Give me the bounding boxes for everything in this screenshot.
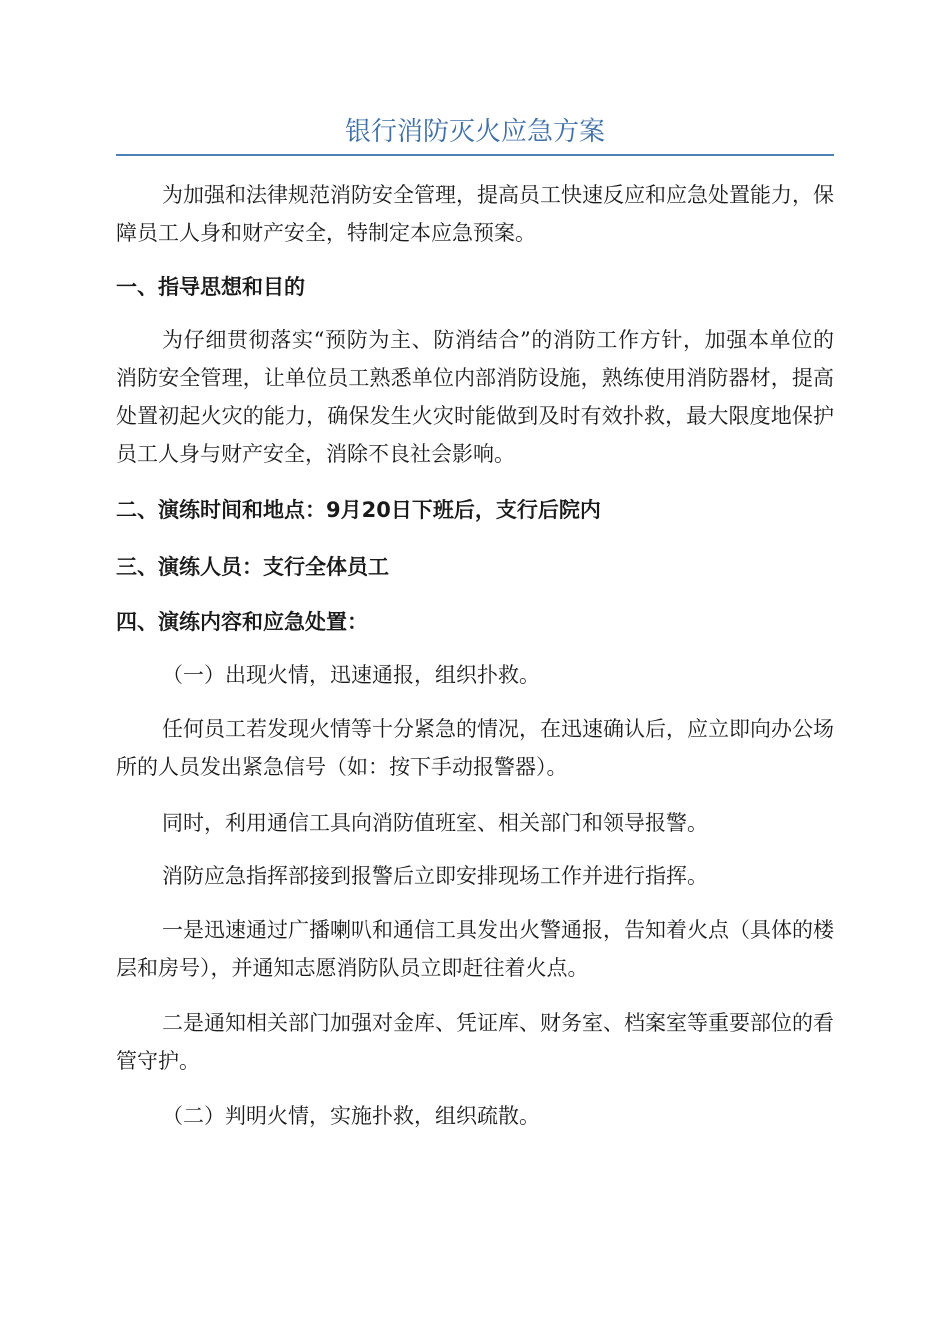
second-measure-paragraph: 二是通知相关部门加强对金库、凭证库、财务室、档案室等重要部位的看管守护。 [116,1011,834,1073]
document-title: 银行消防灭火应急方案 [344,117,605,147]
section1-heading: 一、指导思想和目的 [116,275,305,299]
intro-paragraph: 为加强和法律规范消防安全管理，提高员工快速反应和应急处置能力，保障员工人身和财产安全，特制定本应急预案。 [116,183,834,245]
section4-heading: 四、演练内容和应急处置： [116,610,368,634]
simultaneous-paragraph: 同时，利用通信工具向消防值班室、相关部门和领导报警。 [162,811,708,835]
subsection1-heading: （一）出现火情，迅速通报，组织扑救。 [162,663,540,687]
section2-heading: 二、演练时间和地点：9月20日下班后，支行后院内 [116,498,601,522]
command-paragraph: 消防应急指挥部接到报警后立即安排现场工作并进行指挥。 [162,864,708,888]
title-underline [116,154,834,156]
report-paragraph: 任何员工若发现火情等十分紧急的情况，在迅速确认后，应立即向办公场所的人员发出紧急信号（如：按下手动报警器）。 [116,717,834,779]
section1-paragraph: 为仔细贯彻落实“预防为主、防消结合”的消防工作方针，加强本单位的消防安全管理，让单位员工熟悉单位内部消防设施，熟练使用消防器材，提高处置初起火灾的能力，确保发生火灾时能做到及时有效扑救，最大限度地保护员工人身与财产安全，消除不良社会影响。 [116,328,834,466]
subsection2-heading: （二）判明火情，实施扑救，组织疏散。 [162,1104,540,1128]
section3-heading: 三、演练人员：支行全体员工 [116,555,389,579]
first-measure-paragraph: 一是迅速通过广播喇叭和通信工具发出火警通报，告知着火点（具体的楼层和房号），并通知志愿消防队员立即赶往着火点。 [116,918,834,980]
